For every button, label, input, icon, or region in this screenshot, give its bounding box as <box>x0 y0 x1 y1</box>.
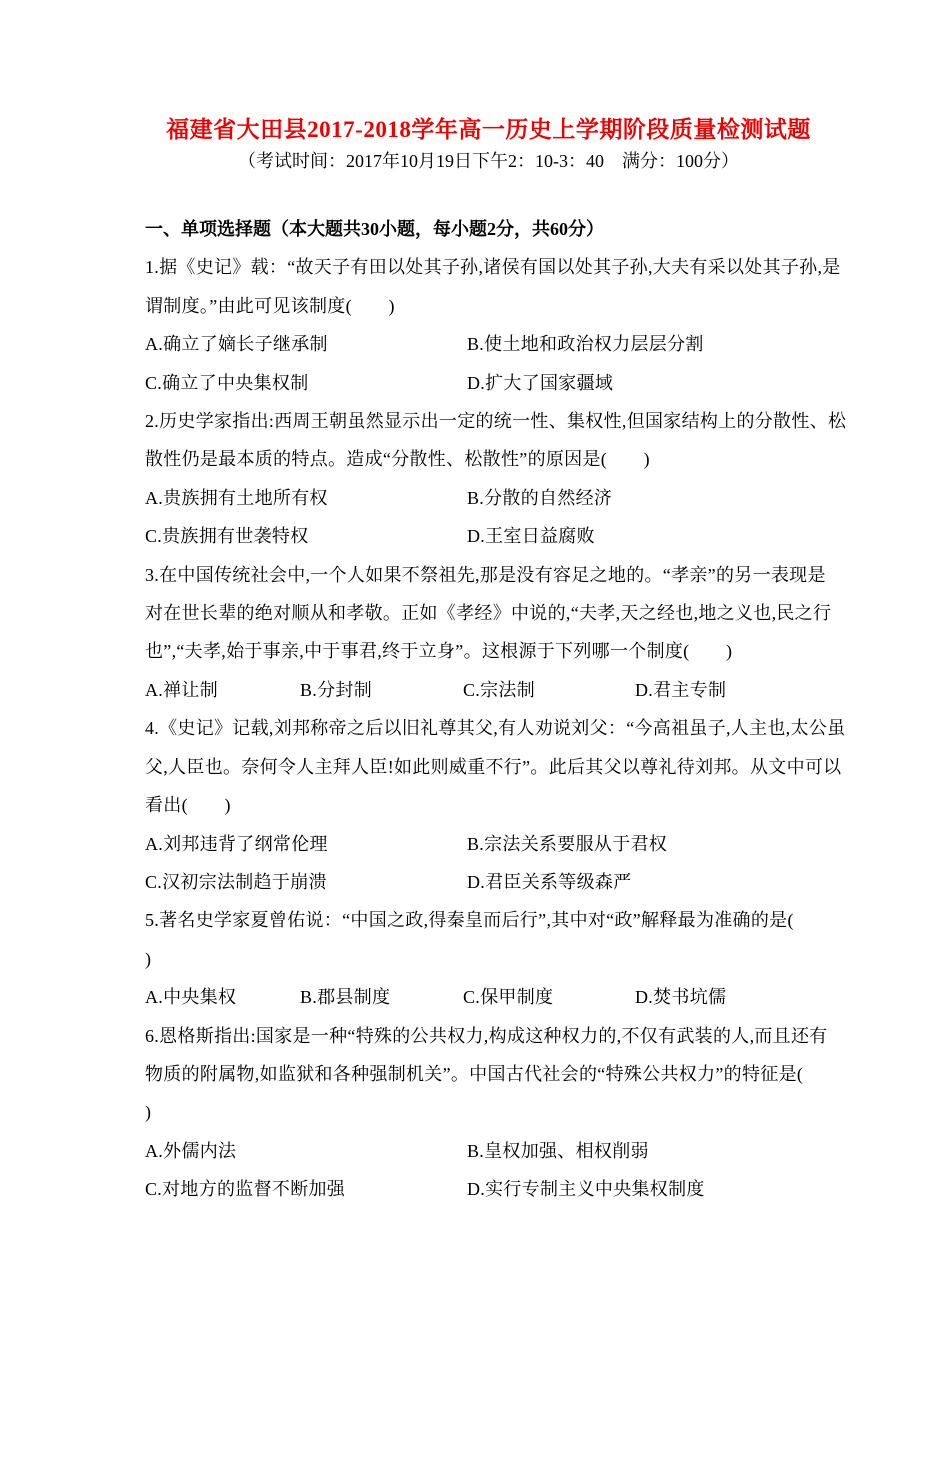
section-heading: 一、单项选择题（本大题共30小题，每小题2分，共60分） <box>145 219 604 239</box>
question-6-options-row-1 <box>145 1132 832 1170</box>
question-6-option-a: A.外儒内法 <box>145 1140 237 1161</box>
question-5-line-2: ) <box>145 948 152 969</box>
question-2-line-1: 2.历史学家指出:西周王朝虽然显示出一定的统一性、集权性,但国家结构上的分散性、松 <box>145 411 847 432</box>
question-3-option-c: C.宗法制 <box>463 679 536 700</box>
question-5-option-b: B.郡县制度 <box>300 987 391 1008</box>
question-2-option-b: B.分散的自然经济 <box>467 487 613 508</box>
question-5-line-1: 5.著名史学家夏曾佑说：“中国之政,得秦皇而后行”,其中对“政”解释最为准确的是( <box>145 910 794 931</box>
question-2-option-a: A.贵族拥有土地所有权 <box>145 487 328 508</box>
question-4-option-d: D.君臣关系等级森严 <box>467 871 632 892</box>
question-5-options-row <box>145 978 832 1016</box>
question-4-line-1: 4.《史记》记载,刘邦称帝之后以旧礼尊其父,有人劝说刘父：“今高祖虽子,人主也,太公虽 <box>145 718 846 739</box>
question-4-option-a: A.刘邦违背了纲常伦理 <box>145 833 328 854</box>
question-2-option-d: D.王室日益腐败 <box>467 526 595 547</box>
question-4-options-row-2 <box>145 863 832 901</box>
question-1-option-c: C.确立了中央集权制 <box>145 372 309 393</box>
question-2 <box>145 402 847 556</box>
question-3-options-row <box>145 671 832 709</box>
question-6-line-1: 6.恩格斯指出:国家是一种“特殊的公共权力,构成这种权力的,不仅有武装的人,而且还有 <box>145 1025 828 1046</box>
question-4-option-c: C.汉初宗法制趋于崩溃 <box>145 871 327 892</box>
question-3 <box>145 556 832 710</box>
question-4-options-row-1 <box>145 825 832 863</box>
question-2-options-row-1 <box>145 479 832 517</box>
question-1-option-b: B.使土地和政治权力层层分割 <box>467 334 704 355</box>
question-3-option-a: A.禅让制 <box>145 679 218 700</box>
question-3-option-b: B.分封制 <box>300 679 373 700</box>
question-6-option-c: C.对地方的监督不断加强 <box>145 1179 346 1200</box>
question-1-options-row-1 <box>145 325 832 363</box>
exam-subtitle: （考试时间：2017年10月19日下午2：10-3：40 满分：100分） <box>238 151 739 171</box>
question-3-line-2: 对在世长辈的绝对顺从和孝敬。正如《孝经》中说的,“夫孝,天之经也,地之义也,民之行 <box>145 603 832 624</box>
question-6-option-d: D.实行专制主义中央集权制度 <box>467 1179 705 1200</box>
question-3-option-d: D.君主专制 <box>635 679 727 700</box>
question-3-line-1: 3.在中国传统社会中,一个人如果不祭祖先,那是没有容足之地的。“孝亲”的另一表现是 <box>145 564 826 585</box>
question-6-options-row-2 <box>145 1170 832 1208</box>
question-5-option-c: C.保甲制度 <box>463 987 554 1008</box>
question-6-option-b: B.皇权加强、相权削弱 <box>467 1140 649 1161</box>
question-1-option-a: A.确立了嫡长子继承制 <box>145 334 328 355</box>
exam-paper-page <box>0 114 950 1458</box>
question-6-line-3: ) <box>145 1102 152 1123</box>
question-1-line-1: 1.据《史记》载：“故天子有田以处其子孙,诸侯有国以处其子孙,大夫有采以处其子孙,是 <box>145 257 841 278</box>
question-4 <box>145 709 846 901</box>
question-3-line-3: 也”,“夫孝,始于事亲,中于事君,终于立身”。这根源于下列哪一个制度( ) <box>145 641 733 662</box>
question-5 <box>145 901 832 1016</box>
question-4-line-3: 看出( ) <box>145 795 231 816</box>
question-5-option-a: A.中央集权 <box>145 987 237 1008</box>
question-2-options-row-2 <box>145 517 832 555</box>
question-4-line-2: 父,人臣也。奈何令人主拜人臣!如此则威重不行”。此后其父以尊礼待刘邦。从文中可以 <box>145 756 842 777</box>
question-2-line-2: 散性仍是最本质的特点。造成“分散性、松散性”的原因是( ) <box>145 449 650 470</box>
question-5-option-d: D.焚书坑儒 <box>635 987 727 1008</box>
question-1-option-d: D.扩大了国家疆域 <box>467 372 614 393</box>
question-2-option-c: C.贵族拥有世袭特权 <box>145 526 309 547</box>
exam-title: 福建省大田县2017-2018学年高一历史上学期阶段质量检测试题 <box>166 117 811 142</box>
question-1 <box>145 248 841 402</box>
question-4-option-b: B.宗法关系要服从于君权 <box>467 833 668 854</box>
question-1-options-row-2 <box>145 364 832 402</box>
question-6-line-2: 物质的附属物,如监狱和各种强制机关”。中国古代社会的“特殊公共权力”的特征是( <box>145 1063 804 1084</box>
question-6 <box>145 1017 832 1209</box>
question-1-line-2: 谓制度。”由此可见该制度( ) <box>145 295 395 316</box>
